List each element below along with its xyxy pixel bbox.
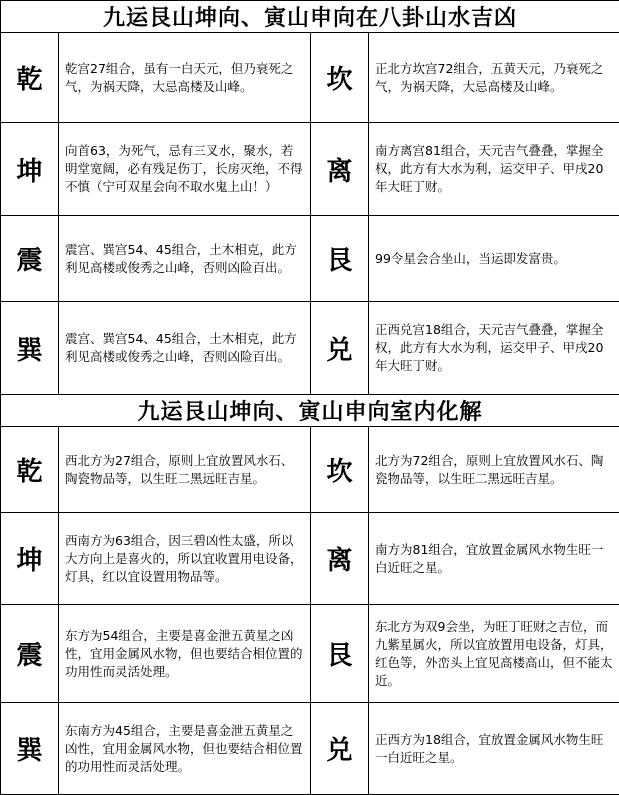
section1-title-row [1,1,619,33]
description-cell: 南方为81组合，宜放置金属风水物生旺一白近旺之星。 [369,513,619,605]
description-cell: 西北方为27组合，原则上宜放置风水石、陶瓷物品等，以生旺二黑远旺吉星。 [59,427,311,513]
trigram-cell: 坎 [311,427,369,513]
description-cell: 东方为54组合，主要是喜金泄五黄星之凶性，宜用金属风水物，但也要结合相位置的功用性而灵活处理。 [59,605,311,703]
table-row [1,605,619,703]
trigram-cell: 巽 [1,302,59,395]
description-cell: 东北方为双9会坐，为旺丁旺财之吉位，而九紫星属火，所以宜放置用电设备，灯具，红色等，外峦头上宜见高楼高山，但不能太近。 [369,605,619,703]
description-cell: 西南方为63组合，因三碧凶性太盛，所以大方向上是喜火的，所以宜收置用电设备，灯具，红以宜设置用物品等。 [59,513,311,605]
table-row [1,703,619,795]
trigram-cell: 兑 [311,302,369,395]
trigram-cell: 艮 [311,216,369,302]
trigram-cell: 震 [1,216,59,302]
trigram-cell: 坤 [1,123,59,216]
section2-title: 九运艮山坤向、寅山申向室内化解 [1,395,619,427]
table-row [1,216,619,302]
description-cell: 正西方为18组合，宜放置金属风水物生旺一白近旺之星。 [369,703,619,795]
table-row [1,33,619,123]
description-cell: 向首63，为死气，忌有三叉水，聚水，若明堂宽阔，必有残足伤丁，长房灭绝，不得不慎（宁可双星会向不取水鬼上山！） [59,123,311,216]
table-row [1,513,619,605]
trigram-cell: 离 [311,123,369,216]
description-cell: 正西兑宫18组合，天元吉气叠叠，掌握全权，此方有大水为利，运交甲子、甲戌20年大旺丁财。 [369,302,619,395]
trigram-cell: 离 [311,513,369,605]
trigram-cell: 乾 [1,33,59,123]
trigram-cell: 兑 [311,703,369,795]
table-row [1,123,619,216]
trigram-cell: 坎 [311,33,369,123]
description-cell: 震宫、巽宫54、45组合，土木相克，此方利见高楼或俊秀之山峰，否则凶险百出。 [59,216,311,302]
trigram-cell: 艮 [311,605,369,703]
section1-title: 九运艮山坤向、寅山申向在八卦山水吉凶 [1,1,619,33]
trigram-cell: 震 [1,605,59,703]
table-row [1,302,619,395]
trigram-cell: 乾 [1,427,59,513]
description-cell: 震宫、巽宫54、45组合，土木相克，此方利见高楼或俊秀之山峰，否则凶险百出。 [59,302,311,395]
table-row [1,427,619,513]
description-cell: 北方为72组合，原则上宜放置风水石、陶瓷物品等，以生旺二黑远旺吉星。 [369,427,619,513]
section2-title-row [1,395,619,427]
description-cell: 正北方坎宫72组合，五黄天元，乃衰死之气，为祸天降，大忌高楼及山峰。 [369,33,619,123]
description-cell: 南方离宫81组合，天元吉气叠叠，掌握全权，此方有大水为利，运交甲子、甲戌20年大旺丁财。 [369,123,619,216]
description-cell: 东南方为45组合，主要是喜金泄五黄星之凶性，宜用金属风水物，但也要结合相位置的功用性而灵活处理。 [59,703,311,795]
description-cell: 乾宫27组合，虽有一白天元，但乃衰死之气，为祸天降，大忌高楼及山峰。 [59,33,311,123]
trigram-cell: 巽 [1,703,59,795]
trigram-cell: 坤 [1,513,59,605]
description-cell: 99令星会合坐山，当运即发富贵。 [369,216,619,302]
